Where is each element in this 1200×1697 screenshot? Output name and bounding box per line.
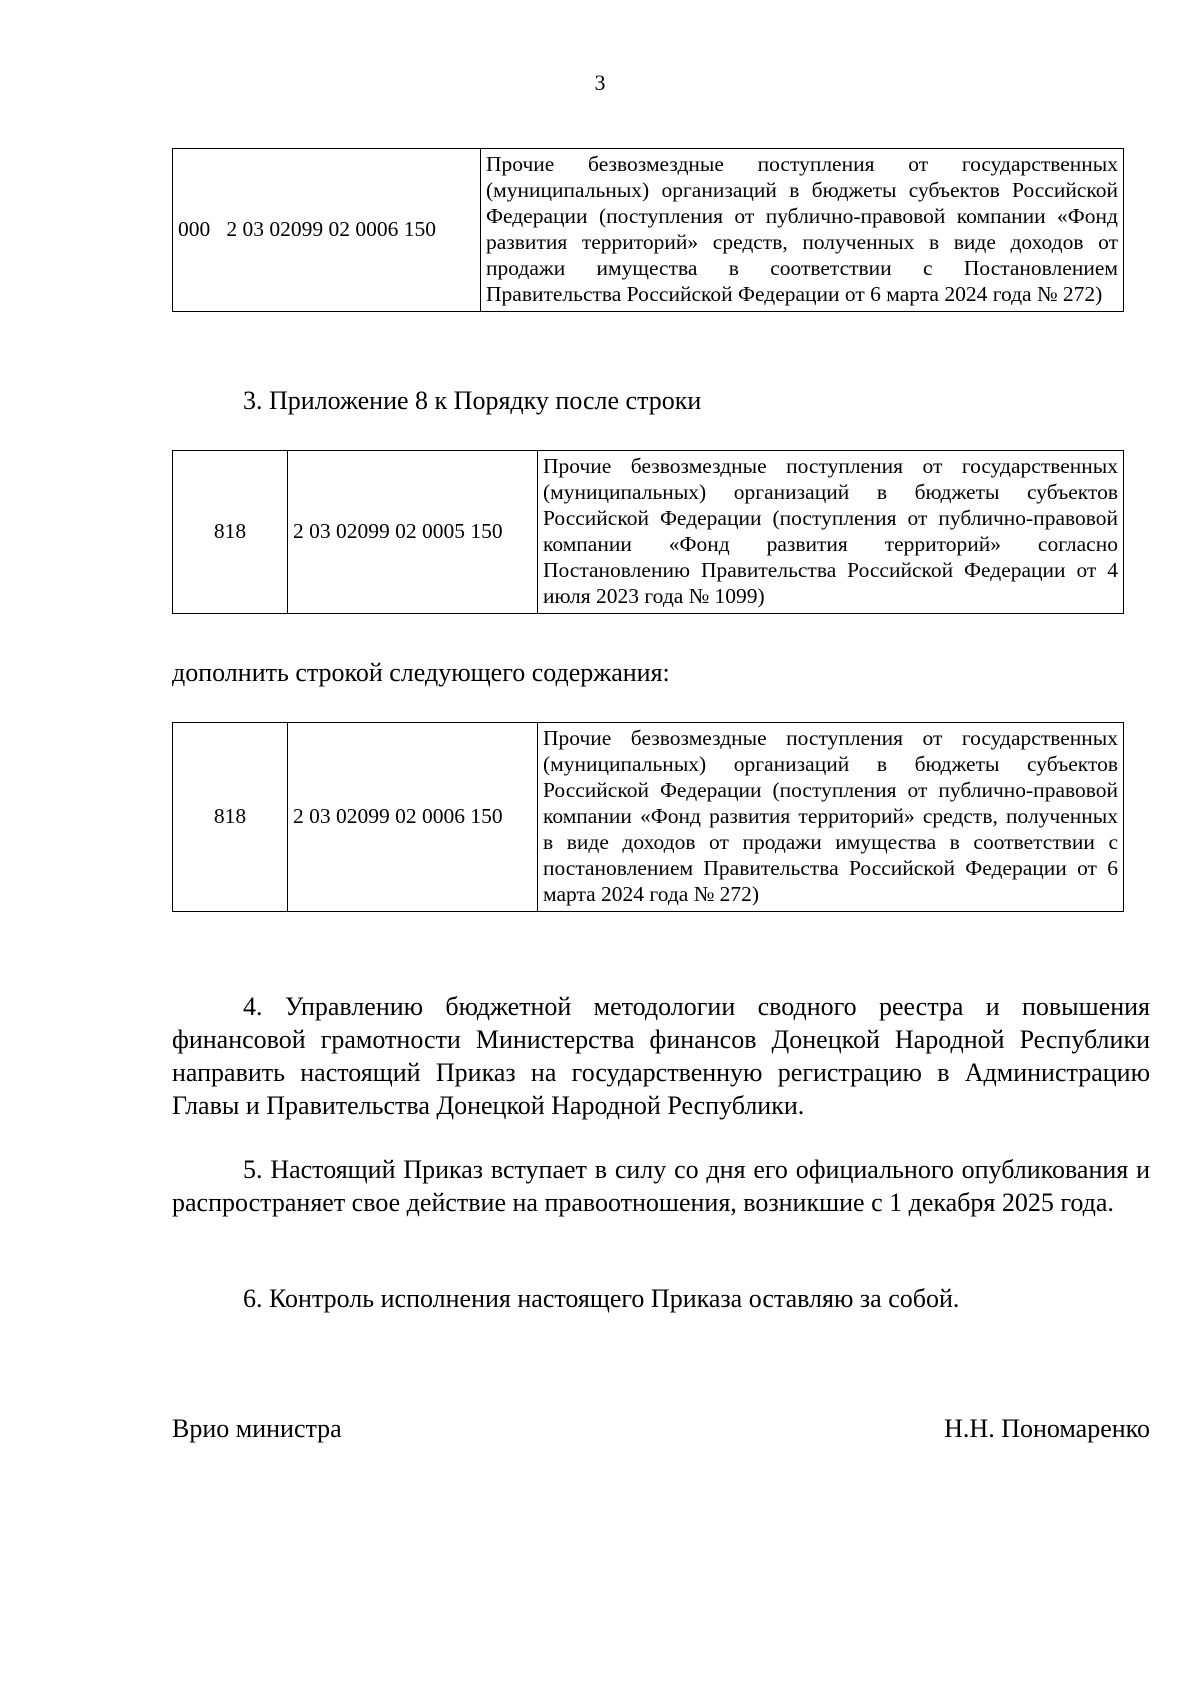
table-row [173, 723, 1124, 912]
description-cell: Прочие безвозмездные поступления от государственных (муниципальных) организаций в бюджеты субъектов Российской Федерации (поступления от публично-правовой компании «Фонд развития территорий» согласно Постановлению Правительства Российской Федерации от 4 июля 2023 года № 1099) [538, 451, 1124, 614]
admin-code-cell: 818 [173, 723, 288, 912]
item-4-text: 4. Управлению бюджетной методологии сводного реестра и повышения финансовой грамотности Министерства финансов Донецкой Народной Республики направить настоящий Приказ на государственную регистрацию в Администрацию Главы и Правительства Донецкой Народной Республики. [172, 992, 1150, 1120]
admin-code-cell: 818 [173, 451, 288, 614]
description-cell: Прочие безвозмездные поступления от государственных (муниципальных) организаций в бюджеты субъектов Российской Федерации (поступления от публично-правовой компании «Фонд развития территорий» средств, полученных в виде доходов от продажи имущества в соответствии с постановлением Правительства Российской Федерации от 6 марта 2024 года № 272) [538, 723, 1124, 912]
signature-name: Н.Н. Пономаренко [944, 1414, 1150, 1443]
budget-code-cell: 000 2 03 02099 02 0006 150 [173, 149, 481, 312]
item-5-text: 5. Настоящий Приказ вступает в силу со дня его официального опубликования и распространяет свое действие на правоотношения, возникшие с 1 декабря 2025 года. [172, 1155, 1150, 1217]
item-3-text: 3. Приложение 8 к Порядку после строки [243, 386, 702, 415]
budget-table-1 [172, 148, 1124, 312]
budget-code-cell: 2 03 02099 02 0006 150 [288, 723, 538, 912]
description-cell: Прочие безвозмездные поступления от государственных (муниципальных) организаций в бюджеты субъектов Российской Федерации (поступления от публично-правовой компании «Фонд развития территорий» средств, полученных в виде доходов от продажи имущества в соответствии с Постановлением Правительства Российской Федерации от 6 марта 2024 года № 272) [481, 149, 1124, 312]
budget-code-cell: 2 03 02099 02 0005 150 [288, 451, 538, 614]
page-number: 3 [594, 70, 606, 95]
item-6-text: 6. Контроль исполнения настоящего Приказа оставляю за собой. [243, 1284, 960, 1313]
budget-table-2 [172, 450, 1124, 614]
table-row [173, 149, 1124, 312]
budget-table-3 [172, 722, 1124, 912]
table-row [173, 451, 1124, 614]
supplement-text: дополнить строкой следующего содержания: [172, 658, 670, 687]
signature-position: Врио министра [172, 1414, 342, 1443]
